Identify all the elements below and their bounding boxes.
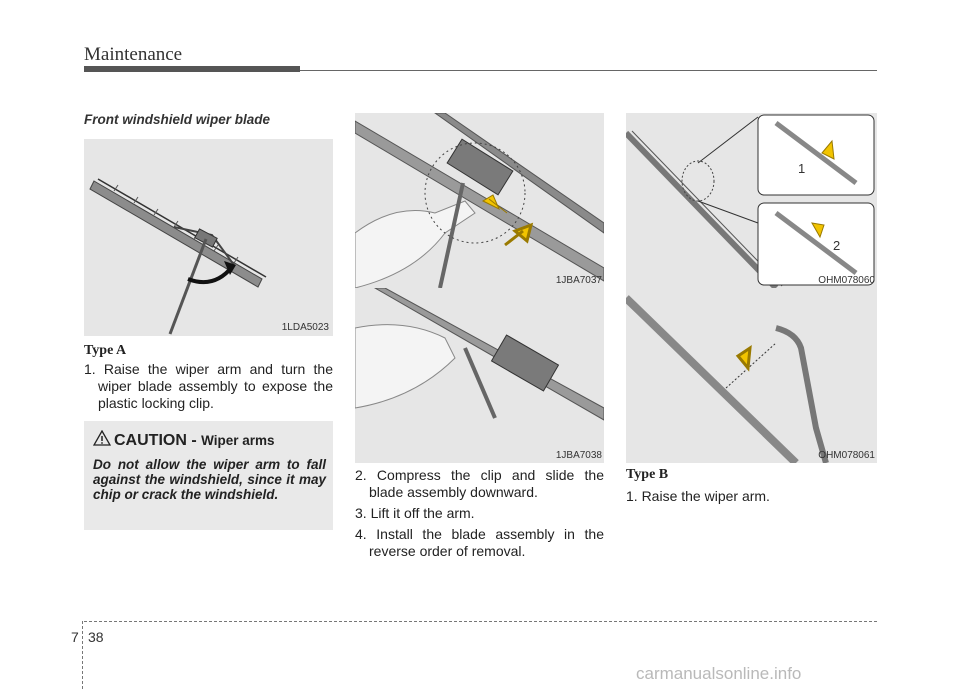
watermark-text: carmanualsonline.info xyxy=(636,664,802,683)
caution-box xyxy=(84,421,333,530)
type-b-detail-illustration xyxy=(626,113,877,288)
footer-divider xyxy=(82,621,83,689)
type-a-steps xyxy=(84,361,333,416)
section-heading: Front windshield wiper blade xyxy=(84,112,271,127)
middle-step-3: 3. Lift it off the arm. xyxy=(355,505,475,521)
type-b-label: Type B xyxy=(626,467,669,482)
clip-compress-illustration xyxy=(355,113,604,288)
warning-triangle-icon xyxy=(93,430,111,446)
caution-text: Do not allow the wiper arm to fall against the windshield, since it may chip or crack the windshield. xyxy=(93,457,326,502)
figure-code: 1LDA5023 xyxy=(281,322,329,333)
middle-step-2: 2. Compress the clip and slide the blade assembly downward. xyxy=(355,467,604,500)
type-b-arm-illustration xyxy=(626,288,877,463)
page-number: 38 xyxy=(88,629,104,645)
header-rule xyxy=(300,70,877,71)
caution-label: CAUTION - xyxy=(114,432,197,449)
figure-code: OHM078060 xyxy=(818,275,875,286)
wiper-raised-illustration xyxy=(84,139,333,336)
blade-removed-illustration xyxy=(355,288,604,463)
page-chapter-number: 7 xyxy=(71,629,79,645)
type-a-step-1: 1. Raise the wiper arm and turn the wiper blade assembly to expose the plastic locking clip. xyxy=(84,361,333,411)
type-b-steps xyxy=(626,488,877,509)
figure-blade-removed xyxy=(355,288,604,463)
type-a-label: Type A xyxy=(84,343,127,358)
figure-code: 1JBA7038 xyxy=(555,450,602,461)
figure-type-b-arm xyxy=(626,288,877,463)
figure-code: OHM078061 xyxy=(818,450,875,461)
callout-number-2: 2 xyxy=(833,238,841,253)
figure-clip-compress xyxy=(355,113,604,288)
middle-step-4: 4. Install the blade assembly in the reverse order of removal. xyxy=(355,526,604,559)
callout-number-1: 1 xyxy=(798,161,806,176)
caution-title xyxy=(114,432,275,450)
type-b-step-1: 1. Raise the wiper arm. xyxy=(626,488,770,504)
page-header-title: Maintenance xyxy=(84,44,183,65)
footer-rule xyxy=(84,621,877,622)
figure-wiper-raised xyxy=(84,139,333,336)
figure-type-b-detail xyxy=(626,113,877,288)
figure-code: 1JBA7037 xyxy=(555,275,602,286)
caution-subtitle: Wiper arms xyxy=(201,433,275,448)
middle-steps xyxy=(355,467,604,564)
header-bar xyxy=(84,66,300,72)
